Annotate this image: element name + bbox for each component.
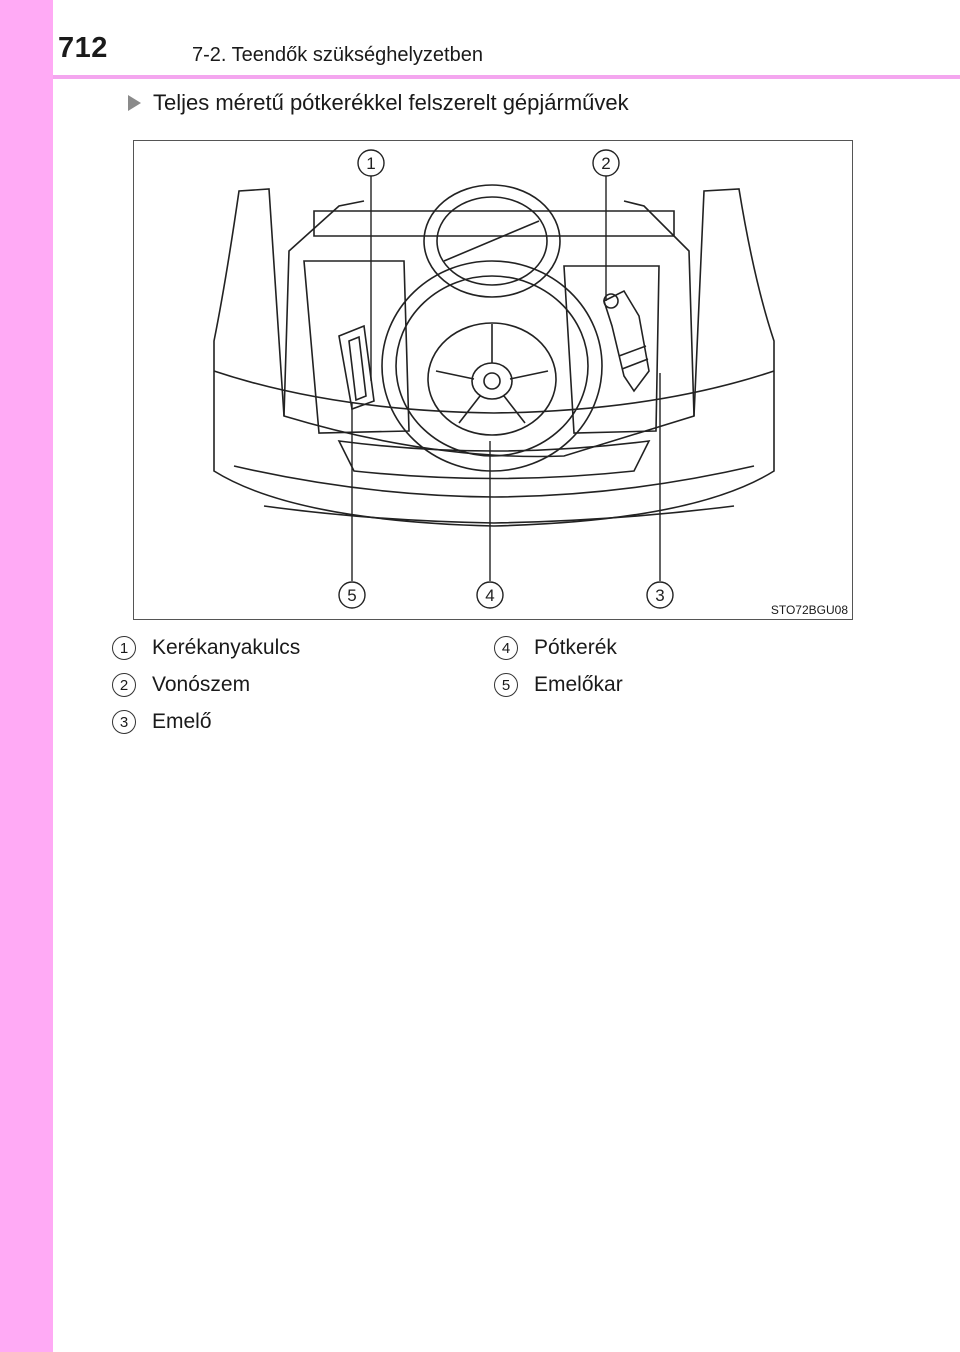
subheading-text: Teljes méretű pótkerékkel felszerelt gépjárművek — [153, 90, 629, 115]
legend-number: 4 — [494, 636, 518, 660]
side-color-band — [0, 0, 53, 1352]
page-number: 712 — [58, 32, 108, 64]
legend-label: Vonószem — [152, 673, 251, 696]
legend-item — [112, 636, 300, 660]
header-divider — [53, 75, 960, 79]
legend-number: 5 — [494, 673, 518, 697]
legend-number: 3 — [112, 710, 136, 734]
trunk-illustration — [133, 140, 853, 620]
legend-label: Pótkerék — [534, 636, 617, 659]
callout-3-label: 3 — [655, 586, 665, 605]
triangle-bullet-icon — [128, 95, 141, 111]
legend-label: Kerékanyakulcs — [152, 636, 301, 659]
callout-4-label: 4 — [485, 586, 495, 605]
legend-number: 1 — [112, 636, 136, 660]
callout-1-label: 1 — [366, 154, 376, 173]
subheading — [128, 90, 629, 116]
legend-item — [494, 636, 617, 660]
legend-label: Emelő — [152, 710, 212, 733]
callout-5-label: 5 — [347, 586, 357, 605]
callout-2-label: 2 — [601, 154, 611, 173]
legend-item — [112, 673, 250, 697]
legend-label: Emelőkar — [534, 673, 623, 696]
trunk-drawing — [134, 141, 852, 619]
legend-item — [112, 710, 212, 734]
legend-item — [494, 673, 623, 697]
legend-number: 2 — [112, 673, 136, 697]
section-title: 7-2. Teendők szükséghelyzetben — [192, 44, 483, 66]
figure-code: STO72BGU08 — [770, 603, 848, 617]
